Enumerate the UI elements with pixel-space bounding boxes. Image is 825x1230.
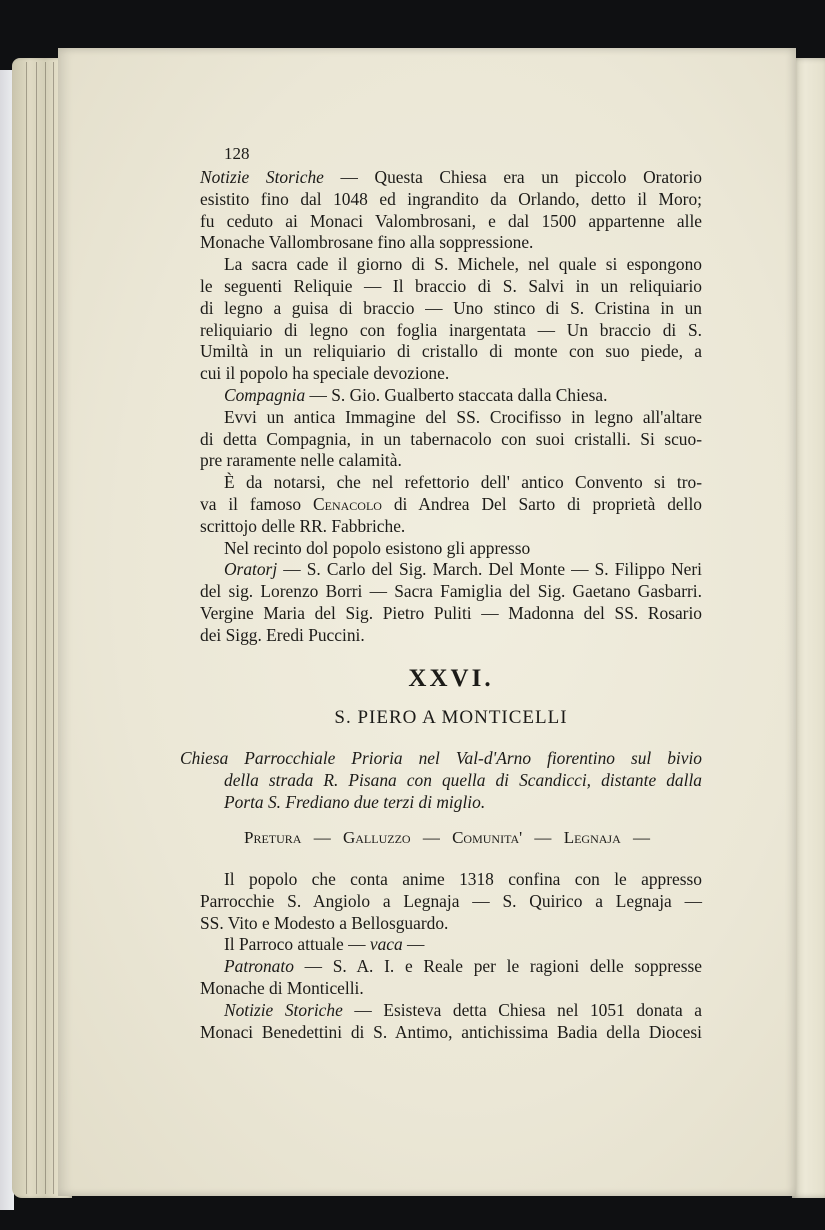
text-span: — S. Gio. Gualberto staccata dalla Chiesa. <box>305 385 608 405</box>
description-line: della strada R. Pisana con quella di Scandicci, distante dalla <box>224 770 702 790</box>
text-line <box>200 912 702 935</box>
text-span: La sacra cade il giorno di S. Michele, nel quale si espongono <box>224 254 702 275</box>
text-line <box>200 210 702 233</box>
text-span: — Questa Chiesa era un piccolo Oratorio <box>323 167 702 187</box>
text-span: Monache Vallombrosane fino alla soppressione. <box>200 232 534 253</box>
description-line: Porta S. Frediano due terzi di miglio. <box>224 792 486 812</box>
page-number: 128 <box>224 144 250 163</box>
text-line <box>200 977 702 1000</box>
text-line <box>200 624 702 647</box>
text-span: fu ceduto ai Monaci Valombrosani, e dal 1500 appartenne alle <box>200 210 702 231</box>
text-span: Evvi un antica Immagine del SS. Crocifisso in legno all'altare <box>224 406 702 427</box>
text-line <box>200 166 702 189</box>
church-title: S. PIERO A MONTICELLI <box>334 707 568 728</box>
text-line <box>200 449 702 472</box>
text-span: cui il popolo ha speciale devozione. <box>200 363 450 384</box>
text-span: Oratorj <box>224 559 278 580</box>
text-span: È da notarsi, che nel refettorio dell' antico Convento si tro- <box>224 472 702 493</box>
text-span: Nel recinto dol popolo esistono gli appresso <box>224 537 531 558</box>
text-span: del sig. Lorenzo Borri — Sacra Famiglia del Sig. Gaetano Gasbarri. <box>200 581 702 602</box>
text-line <box>200 319 702 342</box>
text-span: — Esisteva detta Chiesa nel 1051 donata a <box>342 999 702 1020</box>
text-span: Notizie Storiche <box>200 167 324 187</box>
text-span: Cenacolo <box>313 494 382 514</box>
text-span: va il famoso <box>200 494 314 514</box>
text-line <box>200 231 702 254</box>
text-line <box>200 580 702 603</box>
text-span: Il popolo che conta anime 1318 confina con le appresso <box>224 869 702 889</box>
text-span: Umiltà in un reliquiario di cristallo di monte con suo piede, a <box>200 341 702 362</box>
text-span: di legno a guisa di braccio — Uno stinco di S. Cristina in un <box>200 297 702 318</box>
text-span: reliquiario di legno con foglia inargentata — Un braccio di S. <box>200 319 702 340</box>
text-line <box>224 868 702 891</box>
text-span: — S. A. I. e Reale per le ragioni delle soppresse <box>293 956 702 977</box>
page-edge-line <box>45 62 46 1194</box>
text-line <box>200 602 702 625</box>
text-line <box>200 275 702 298</box>
text-span: dei Sigg. Eredi Puccini. <box>200 624 365 645</box>
text-line <box>224 933 702 956</box>
text-line <box>200 188 702 211</box>
text-span: Il Parroco attuale — <box>224 934 370 955</box>
page-edge-line <box>36 62 37 1194</box>
text-line <box>224 406 702 429</box>
text-line <box>224 558 702 581</box>
text-span: pre raramente nelle calamità. <box>200 450 402 471</box>
text-line <box>200 428 702 451</box>
text-line <box>224 253 702 276</box>
text-span: scrittojo delle RR. Fabbriche. <box>200 515 406 536</box>
text-span: vaca <box>369 934 403 955</box>
text-line <box>224 384 702 407</box>
text-line <box>200 1021 702 1044</box>
text-line <box>200 340 702 363</box>
text-line <box>200 362 702 385</box>
text-span: Compagnia <box>224 385 306 405</box>
text-span: — <box>402 934 425 955</box>
facing-page-edge <box>792 58 825 1198</box>
text-span: SS. Vito e Modesto a Bellosguardo. <box>200 912 449 933</box>
text-span: Patronato <box>224 956 294 977</box>
text-span: di detta Compagnia, in un tabernacolo con suoi cristalli. Si scuo- <box>200 428 702 449</box>
text-span: Parrocchie S. Angiolo a Legnaja — S. Quirico a Legnaja — <box>200 890 702 911</box>
text-line <box>224 999 702 1022</box>
text-line <box>200 297 702 320</box>
text-line <box>200 515 702 538</box>
text-line <box>200 890 702 913</box>
text-span: Notizie Storiche <box>224 999 343 1020</box>
text-span: — S. Carlo del Sig. March. Del Monte — S. Filippo Neri <box>277 559 702 580</box>
jurisdiction-line: Pretura — Galluzzo — Comunita' — Legnaja — <box>244 828 650 847</box>
page-edge-line <box>53 62 54 1194</box>
text-span: Monaci Benedettini di S. Antimo, antichissima Badia della Diocesi <box>200 1021 702 1042</box>
text-span: Vergine Maria del Sig. Pietro Puliti — Madonna del SS. Rosario <box>200 603 702 623</box>
text-line <box>224 955 702 978</box>
text-span: esistito fino dal 1048 ed ingrandito da Orlando, detto il Moro; <box>200 188 702 209</box>
chapter-number: XXVI. <box>408 665 494 692</box>
text-line <box>200 493 702 516</box>
text-span: Monache di Monticelli. <box>200 978 364 998</box>
text-span: le seguenti Reliquie — Il braccio di S. Salvi in un reliquiario <box>200 276 702 296</box>
description-line: Chiesa Parrocchiale Prioria nel Val-d'Arno fiorentino sul bivio <box>180 748 702 768</box>
page-edge-line <box>26 62 27 1194</box>
text-line <box>224 537 702 560</box>
text-line <box>224 471 702 494</box>
text-span: di Andrea Del Sarto di proprietà dello <box>381 494 702 514</box>
